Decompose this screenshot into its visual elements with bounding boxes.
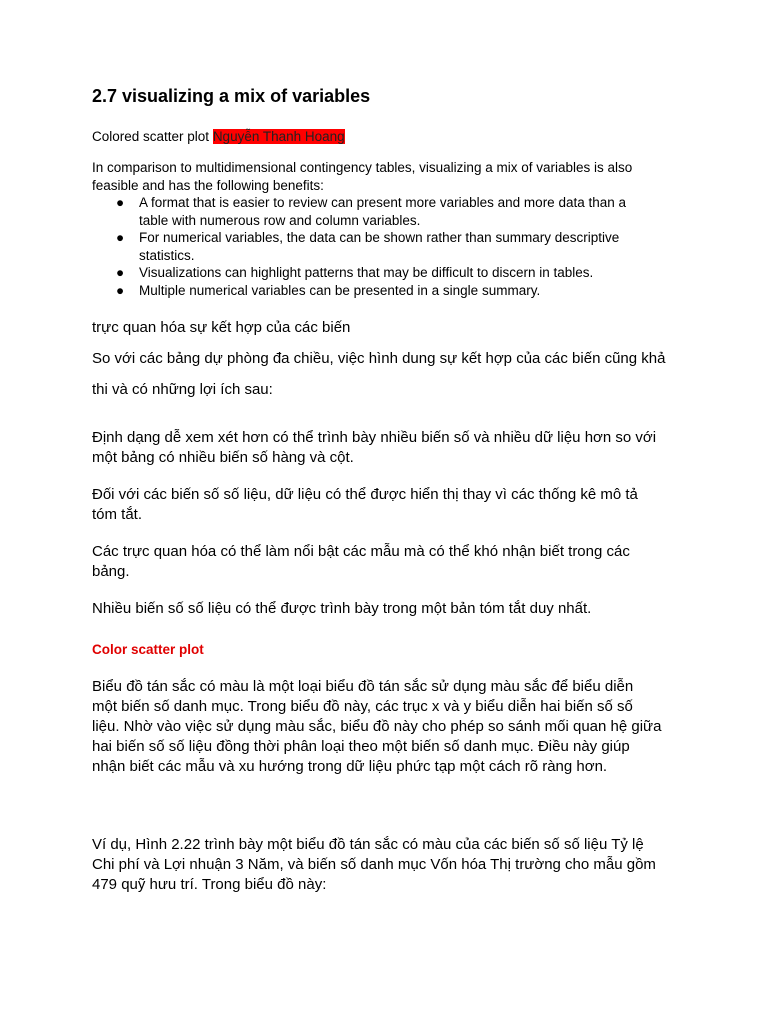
paragraph-line: Chi phí và Lợi nhuận 3 Năm, và biến số danh mục Vốn hóa Thị trường cho mẫu gồm: [92, 856, 656, 873]
bullet-icon: ●: [116, 230, 125, 245]
section-heading: Color scatter plot: [92, 642, 204, 657]
paragraph-line: bảng.: [92, 563, 130, 580]
paragraph-line: hai biến số số liệu đồng thời phân loại theo một biến số danh mục. Điều này giúp: [92, 738, 630, 755]
bullet-icon: ●: [116, 282, 125, 298]
paragraph-line: một bảng có nhiều biến số hàng và cột.: [92, 449, 354, 466]
paragraph-line: 479 quỹ hưu trí. Trong biểu đồ này:: [92, 876, 327, 893]
bullet-icon: ●: [116, 265, 125, 280]
page-title: 2.7 visualizing a mix of variables: [92, 86, 371, 106]
list-item: [113, 229, 673, 264]
list-item-line: table with numerous row and column variables.: [139, 212, 421, 228]
list-item: [113, 282, 673, 300]
benefits-list: [113, 194, 673, 299]
paragraph-line: liệu. Nhờ vào việc sử dụng màu sắc, biểu đồ này cho phép so sánh mối quan hệ giữa: [92, 718, 662, 735]
bullet-icon: ●: [116, 195, 125, 210]
vi-paragraph-6: [92, 835, 656, 895]
paragraph-line: Ví dụ, Hình 2.22 trình bày một biểu đồ tán sắc có màu của các biến số số liệu Tỷ lệ: [92, 836, 644, 853]
intro-paragraph: [92, 159, 632, 195]
subtitle-text: Colored scatter plot: [92, 129, 213, 144]
vi-intro-line-1: So với các bảng dự phòng đa chiều, việc hình dung sự kết hợp của các biến cũng khả: [92, 350, 666, 367]
list-item: [113, 194, 673, 229]
vi-paragraph-5: [92, 677, 661, 777]
vi-paragraph-3: [92, 542, 630, 582]
paragraph-line: tóm tắt.: [92, 506, 143, 523]
author-highlight: Nguyễn Thanh Hoang: [212, 129, 345, 144]
intro-line-1: In comparison to multidimensional contingency tables, visualizing a mix of variables is also: [92, 160, 633, 175]
vi-paragraph-2: [92, 485, 638, 525]
intro-line-2: feasible and has the following benefits:: [92, 178, 324, 193]
list-item-line: A format that is easier to review can present more variables and more data than a: [139, 195, 627, 210]
list-item: [113, 264, 673, 282]
list-item-line: Visualizations can highlight patterns that may be difficult to discern in tables.: [139, 265, 594, 280]
paragraph-line: Định dạng dễ xem xét hơn có thể trình bày nhiều biến số và nhiều dữ liệu hơn so với: [92, 429, 657, 446]
paragraph-line: Biểu đồ tán sắc có màu là một loại biểu đồ tán sắc sử dụng màu sắc để biểu diễn: [92, 678, 634, 695]
vi-heading: trực quan hóa sự kết hợp của các biến: [92, 319, 351, 336]
list-item-line: statistics.: [139, 247, 195, 263]
paragraph-line: Các trực quan hóa có thể làm nổi bật các mẫu mà có thể khó nhận biết trong các: [92, 543, 630, 560]
subtitle-line: [92, 128, 345, 146]
list-item-line: For numerical variables, the data can be shown rather than summary descriptive: [139, 230, 620, 245]
list-item-line: Multiple numerical variables can be presented in a single summary.: [139, 282, 541, 298]
vi-paragraph-4: Nhiều biến số số liệu có thể được trình bày trong một bản tóm tắt duy nhất.: [92, 600, 592, 617]
paragraph-line: nhận biết các mẫu và xu hướng trong dữ liệu phức tạp một cách rõ ràng hơn.: [92, 758, 608, 775]
vi-intro-line-2: thi và có những lợi ích sau:: [92, 381, 273, 398]
paragraph-line: một biến số danh mục. Trong biểu đồ này, các trục x và y biểu diễn hai biến số số: [92, 698, 633, 715]
paragraph-line: Đối với các biến số số liệu, dữ liệu có thể được hiển thị thay vì các thống kê mô tả: [92, 486, 638, 503]
vi-paragraph-1: [92, 428, 656, 468]
